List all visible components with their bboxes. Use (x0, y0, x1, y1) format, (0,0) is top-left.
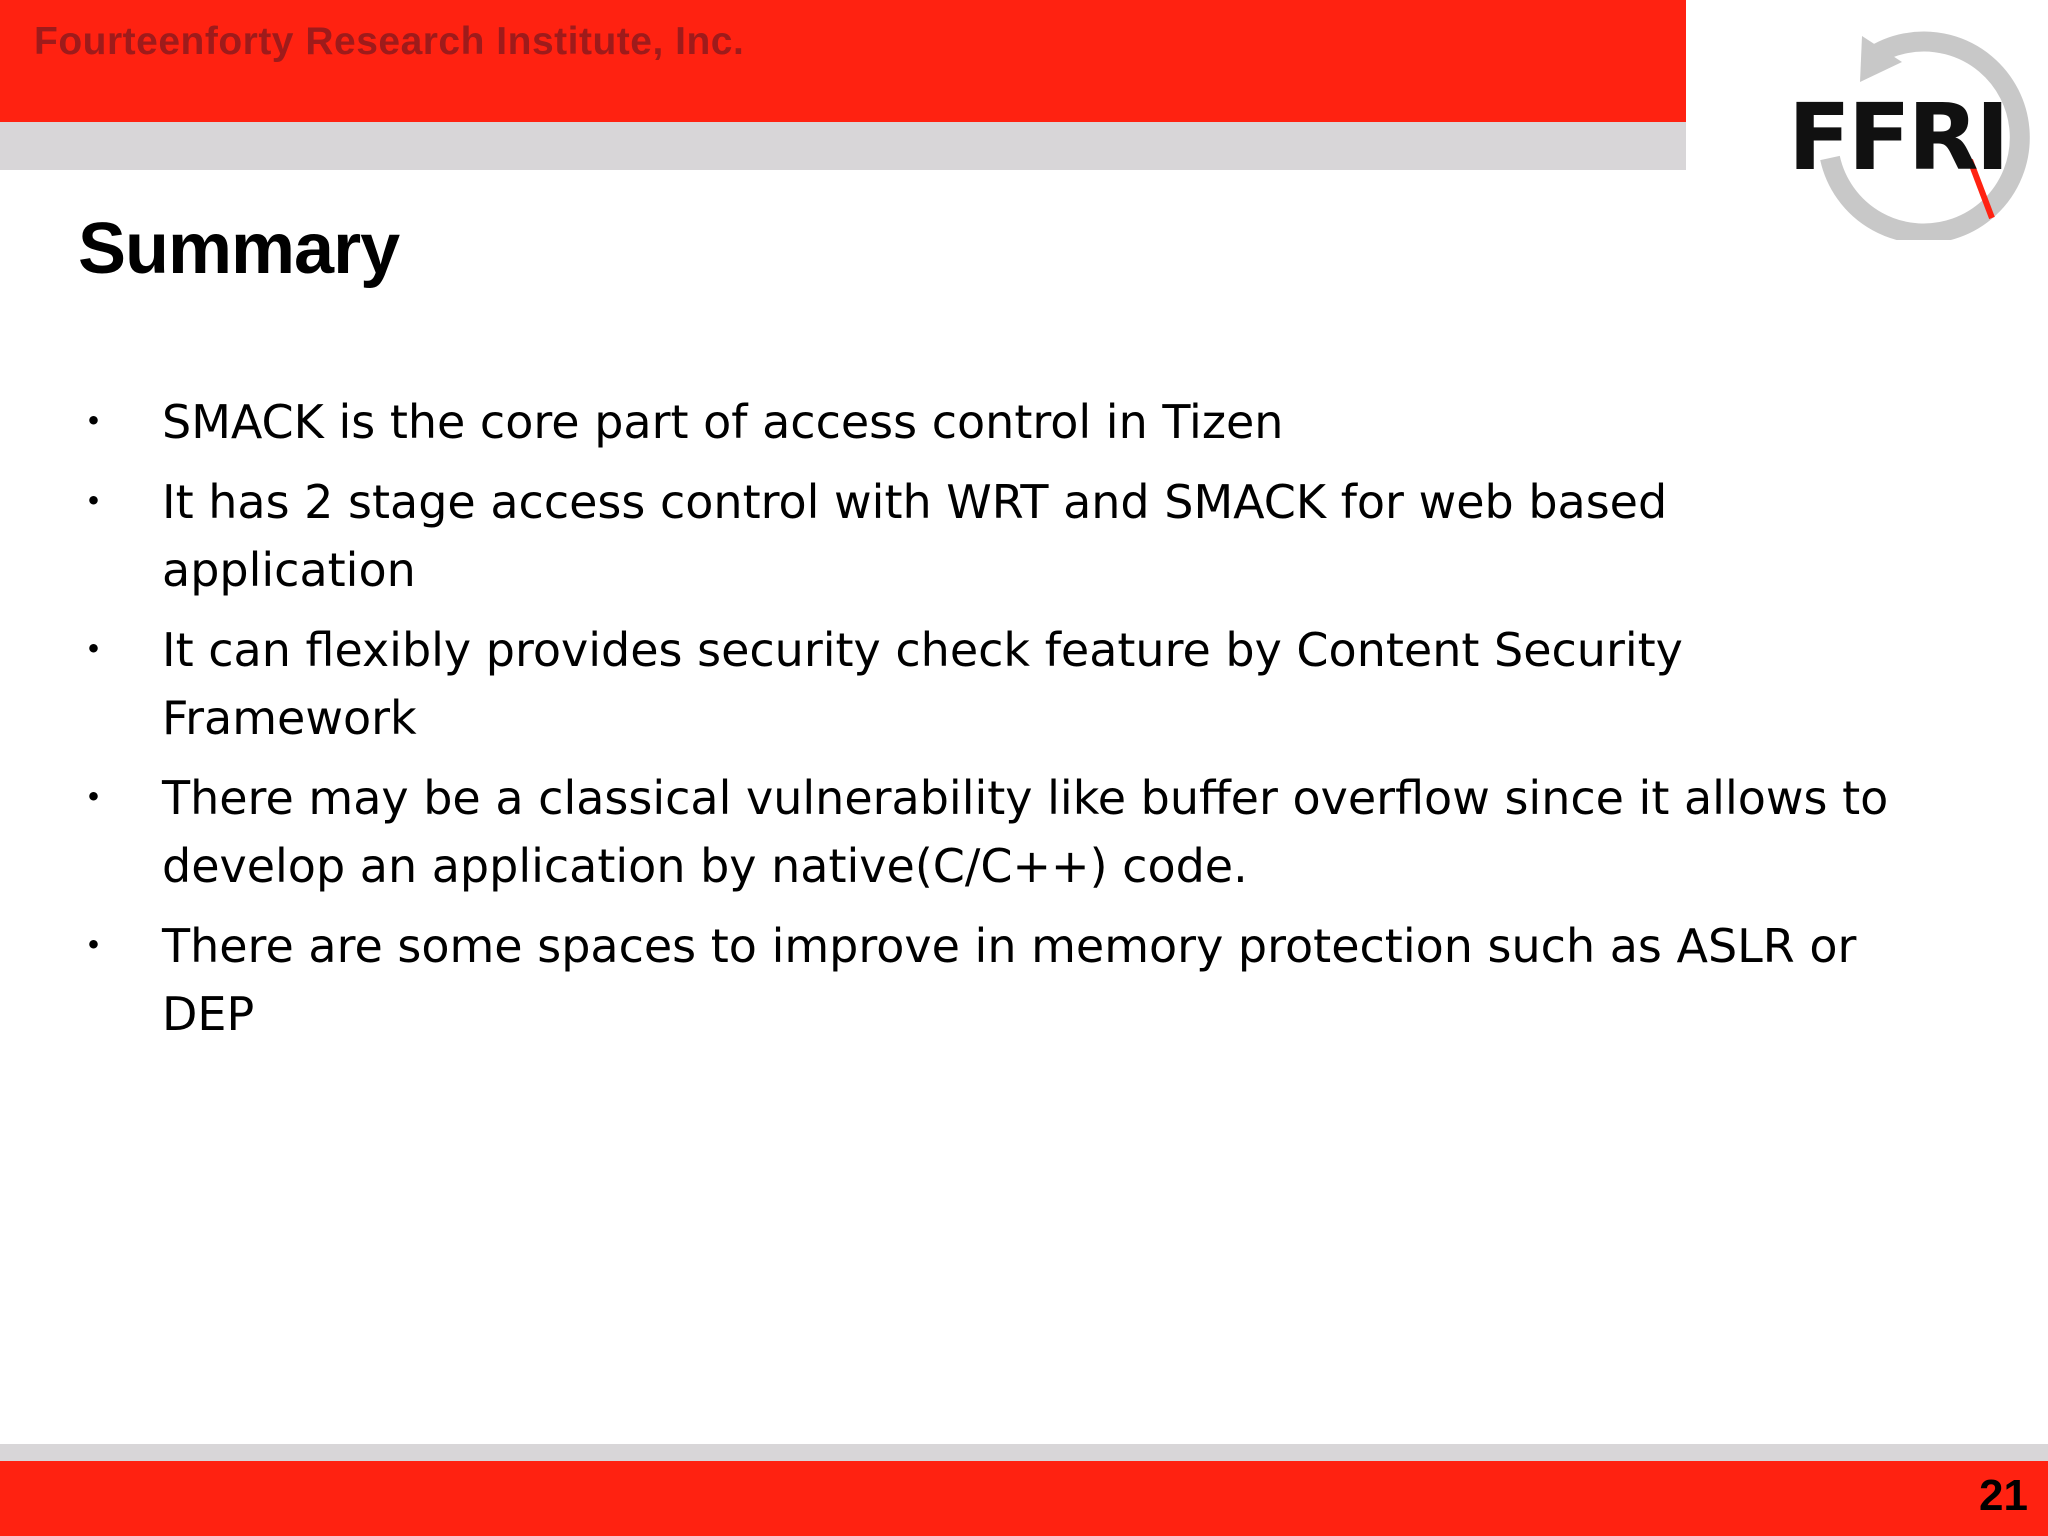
list-item (78, 388, 1908, 456)
header-underline (0, 122, 1686, 170)
bullet-list (78, 388, 1908, 1060)
bullet-text: SMACK is the core part of access control in Tizen (162, 395, 1284, 449)
bullet-text: There may be a classical vulnerability like buffer overflow since it allows to develop an application by native(C/C++) code. (162, 771, 1889, 893)
bullet-text: It has 2 stage access control with WRT and SMACK for web based application (162, 475, 1668, 597)
bullet-text: There are some spaces to improve in memory protection such as ASLR or DEP (162, 919, 1857, 1041)
list-item (78, 912, 1908, 1048)
bullet-icon: ･ (82, 772, 105, 824)
page-number: 21 (1979, 1471, 2028, 1520)
ffri-logo (1770, 28, 2040, 240)
bullet-text: It can flexibly provides security check feature by Content Security Framework (162, 623, 1683, 745)
company-name: Fourteenforty Research Institute, Inc. (34, 20, 745, 63)
bullet-icon: ･ (82, 476, 105, 528)
footer-overline (0, 1444, 2048, 1461)
bullet-icon: ･ (82, 624, 105, 676)
list-item (78, 764, 1908, 900)
list-item (78, 468, 1908, 604)
footer-bar (0, 1461, 2048, 1536)
page-title: Summary (78, 209, 400, 289)
bullet-icon: ･ (82, 396, 105, 448)
bullet-icon: ･ (82, 920, 105, 972)
list-item (78, 616, 1908, 752)
logo-text: FFRI (1788, 84, 2007, 191)
